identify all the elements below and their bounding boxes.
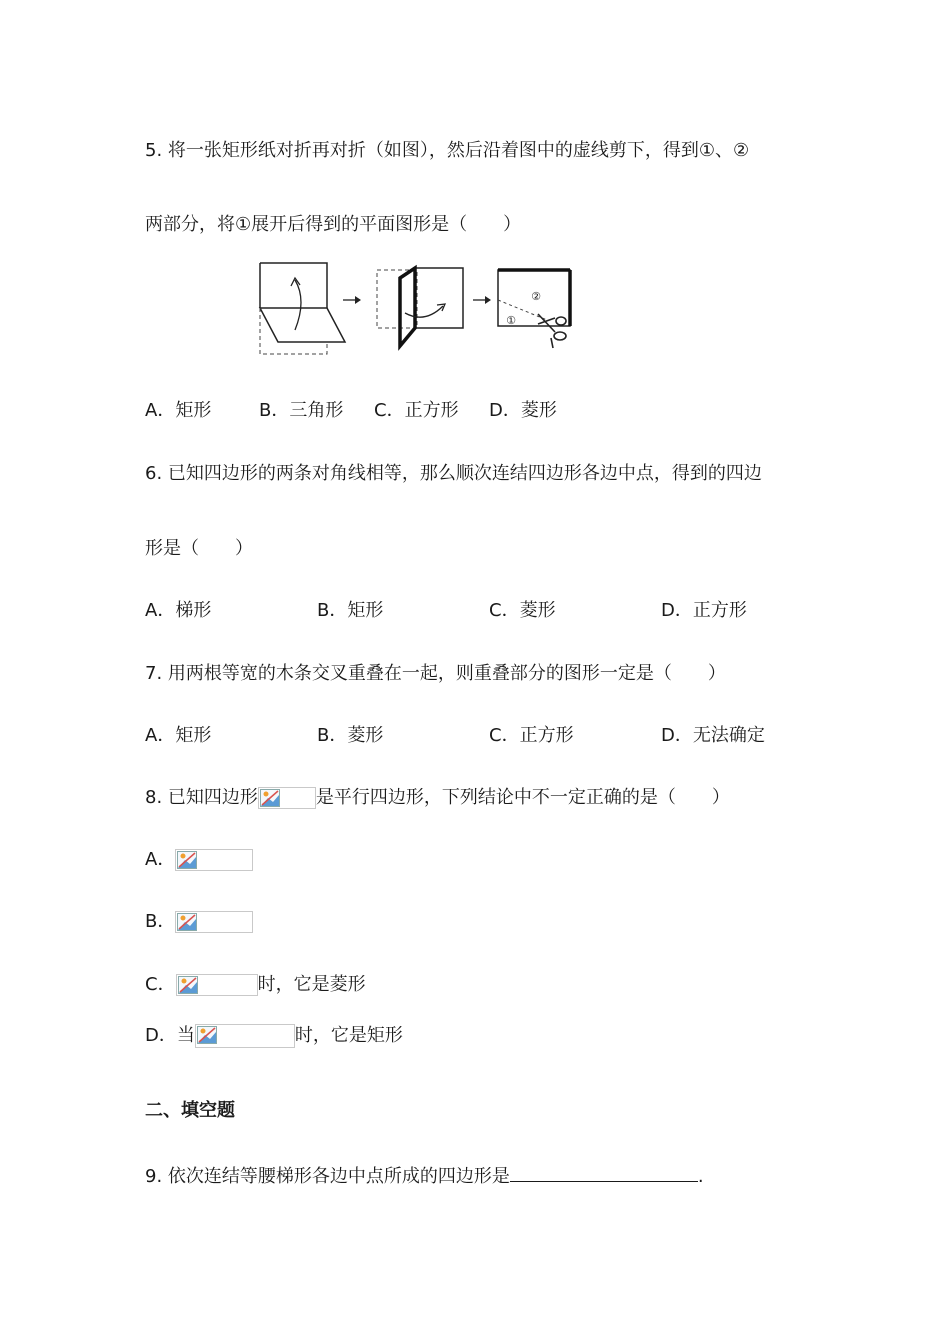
q6-option-d: D．正方形 bbox=[661, 600, 747, 621]
q6-stem-line2: 形是（ ） bbox=[145, 538, 253, 559]
part-1-label: ① bbox=[506, 314, 516, 327]
answer-blank[interactable] bbox=[510, 1161, 698, 1182]
q8-option-b-prefix: B． bbox=[145, 911, 176, 932]
q5-option-c: C．正方形 bbox=[374, 400, 459, 421]
scissors-icon bbox=[538, 314, 566, 348]
arrow-right-icon bbox=[343, 296, 361, 304]
q7-option-d: D．无法确定 bbox=[661, 725, 765, 746]
q9-text: 9. 依次连结等腰梯形各边中点所成的四边形是 bbox=[145, 1166, 510, 1187]
q8-option-c bbox=[145, 973, 366, 997]
q8-option-a-prefix: A． bbox=[145, 849, 176, 870]
arrow-right-icon bbox=[473, 296, 491, 304]
q8-stem bbox=[145, 786, 730, 810]
broken-image-icon bbox=[176, 974, 258, 996]
q8-stem-before: 8. 已知四边形 bbox=[145, 787, 258, 808]
broken-image-icon bbox=[175, 911, 253, 933]
q6-option-b: B．矩形 bbox=[317, 600, 384, 621]
q8-option-d-prefix: D．当 bbox=[145, 1025, 195, 1046]
q8-option-b bbox=[145, 910, 253, 934]
q7-stem: 7. 用两根等宽的木条交叉重叠在一起，则重叠部分的图形一定是（ ） bbox=[145, 663, 726, 684]
q9-stem bbox=[145, 1161, 704, 1189]
fold-step-1 bbox=[260, 263, 345, 354]
q7-option-b: B．菱形 bbox=[317, 725, 384, 746]
q8-option-d bbox=[145, 1024, 403, 1048]
q8-option-c-prefix: C． bbox=[145, 974, 176, 995]
section-title: 二、填空题 bbox=[145, 1100, 235, 1121]
paper-fold-figure bbox=[255, 258, 575, 358]
q5-option-b: B．三角形 bbox=[259, 400, 344, 421]
q5-stem-line2: 两部分，将①展开后得到的平面图形是（ ） bbox=[145, 214, 522, 235]
q5-option-a: A．矩形 bbox=[145, 400, 212, 421]
broken-image-icon bbox=[258, 787, 316, 809]
q7-option-c: C．正方形 bbox=[489, 725, 574, 746]
q8-option-a bbox=[145, 848, 253, 872]
broken-image-icon bbox=[195, 1024, 295, 1048]
q6-stem-line1: 6. 已知四边形的两条对角线相等，那么顺次连结四边形各边中点，得到的四边 bbox=[145, 463, 762, 484]
q5-option-d: D．菱形 bbox=[489, 400, 557, 421]
q9-end: . bbox=[697, 1166, 704, 1187]
fold-step-3 bbox=[498, 270, 570, 348]
q6-option-a: A．梯形 bbox=[145, 600, 212, 621]
q8-option-d-suffix: 时，它是矩形 bbox=[294, 1025, 403, 1046]
q7-option-a: A．矩形 bbox=[145, 725, 212, 746]
part-2-label: ② bbox=[531, 290, 541, 303]
q6-option-c: C．菱形 bbox=[489, 600, 556, 621]
broken-image-icon bbox=[175, 849, 253, 871]
q8-option-c-suffix: 时，它是菱形 bbox=[257, 974, 366, 995]
fold-step-2 bbox=[377, 268, 463, 346]
q8-stem-after: 是平行四边形，下列结论中不一定正确的是（ ） bbox=[315, 787, 730, 808]
q5-stem-line1: 5. 将一张矩形纸对折再对折（如图），然后沿着图中的虚线剪下，得到①、② bbox=[145, 140, 750, 161]
